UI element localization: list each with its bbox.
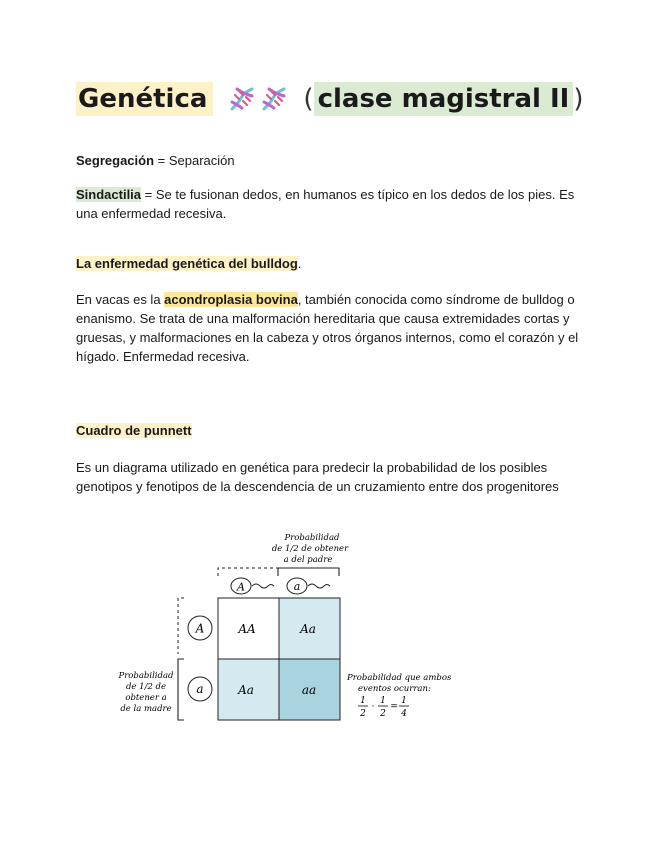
father-allele: A bbox=[237, 580, 245, 594]
punnett-heading-text: Cuadro de punnett bbox=[76, 423, 192, 438]
formula-num: 1 bbox=[401, 696, 407, 706]
cell-genotype: Aa bbox=[238, 683, 254, 697]
title-subtitle: clase magistral II bbox=[314, 82, 574, 116]
left-note bbox=[118, 671, 175, 714]
left-bracket-solid bbox=[178, 659, 184, 720]
formula-eq: = bbox=[390, 702, 398, 712]
cell-genotype: AA bbox=[238, 622, 256, 636]
top-note-line: de 1/2 de obtener bbox=[271, 544, 349, 554]
left-note-line: obtener a bbox=[125, 693, 167, 703]
right-note bbox=[346, 673, 452, 694]
punnett-paragraph-line-1: Es un diagrama utilizado en genética para predecir la probabilidad de los posibles bbox=[76, 460, 548, 475]
top-note-line: a del padre bbox=[283, 555, 333, 565]
sindactilia-line-2: una enfermedad recesiva. bbox=[76, 206, 227, 221]
formula-dot: · bbox=[371, 702, 375, 712]
left-note-line: de 1/2 de bbox=[125, 682, 167, 692]
squiggle bbox=[308, 584, 330, 588]
bulldog-heading-text: La enfermedad genética del bulldog bbox=[76, 256, 298, 271]
mother-allele: A bbox=[195, 621, 205, 636]
segregacion-line bbox=[76, 151, 235, 170]
right-note-line: eventos ocurran: bbox=[358, 684, 431, 694]
segregacion-sep: = bbox=[154, 153, 169, 168]
bulldog-paragraph-line-1 bbox=[76, 290, 575, 309]
cell-genotype: Aa bbox=[300, 622, 316, 636]
segregacion-definition: Separación bbox=[168, 153, 235, 168]
probability-formula bbox=[358, 696, 409, 719]
left-note-line: Probabilidad bbox=[118, 671, 174, 681]
bulldog-term: acondroplasia bovina bbox=[164, 292, 298, 307]
bulldog-paragraph-line-3: gruesas, y malformaciones en la cabeza y otros órganos internos, como el corazón y el bbox=[76, 330, 579, 345]
formula-den: 4 bbox=[401, 709, 407, 719]
segregacion-term: Segregación bbox=[76, 153, 155, 168]
right-note-line: Probabilidad que ambos bbox=[347, 673, 452, 683]
formula-den: 2 bbox=[380, 709, 386, 719]
top-bracket-solid bbox=[278, 568, 339, 576]
title-main: Genética bbox=[76, 82, 213, 116]
bulldog-p1-post: , también conocida como síndrome de bulldog o bbox=[297, 292, 575, 307]
left-note-line: de la madre bbox=[120, 704, 172, 714]
mother-allele: a bbox=[196, 682, 204, 696]
bulldog-heading-dot: . bbox=[297, 256, 302, 271]
formula-num: 1 bbox=[380, 696, 386, 706]
cell-genotype: aa bbox=[301, 683, 317, 697]
punnett-heading bbox=[76, 421, 192, 440]
squiggle bbox=[252, 584, 274, 588]
punnett-diagram bbox=[0, 520, 655, 740]
top-note-line: Probabilidad bbox=[284, 533, 340, 543]
bulldog-heading bbox=[76, 254, 301, 273]
formula-num: 1 bbox=[360, 696, 366, 706]
sindactilia-text-1: = Se te fusionan dedos, en humanos es típico en los dedos de los pies. Es bbox=[141, 187, 575, 202]
title-emoji-group bbox=[227, 84, 289, 114]
page-title bbox=[76, 76, 584, 122]
dna-icon bbox=[259, 84, 289, 114]
title-paren-close: ) bbox=[573, 84, 584, 114]
bulldog-p1-pre: En vacas es la bbox=[76, 292, 165, 307]
sindactilia-term: Sindactilia bbox=[76, 187, 142, 202]
top-note bbox=[272, 533, 349, 565]
formula-den: 2 bbox=[360, 709, 366, 719]
left-bracket-dashed bbox=[178, 598, 184, 654]
father-allele: a bbox=[293, 580, 301, 593]
top-bracket-dashed bbox=[218, 568, 278, 576]
bulldog-paragraph-line-2: enanismo. Se trata de una malformación hereditaria que causa extremidades cortas y bbox=[76, 311, 570, 326]
punnett-paragraph-line-2: genotipos y fenotipos de la descendencia de un cruzamiento entre dos progenitores bbox=[76, 479, 559, 494]
title-paren-open: ( bbox=[303, 84, 314, 114]
bulldog-paragraph-line-4: hígado. Enfermedad recesiva. bbox=[76, 349, 250, 364]
dna-icon bbox=[227, 84, 257, 114]
sindactilia-line-1 bbox=[76, 185, 574, 204]
